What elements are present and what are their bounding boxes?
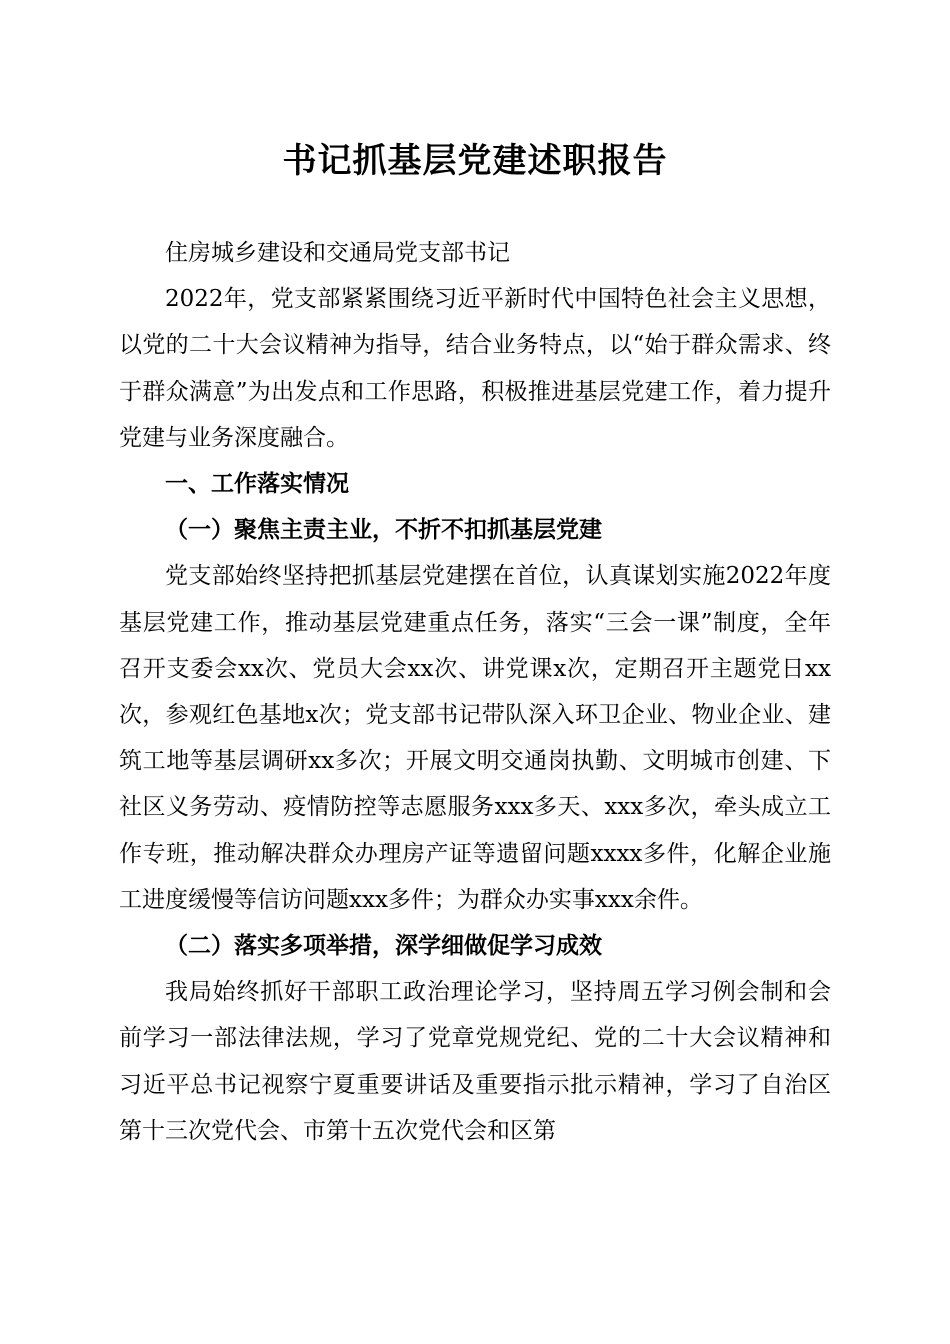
- document-title: 书记抓基层党建述职报告: [282, 141, 668, 181]
- subsection-heading-2: （二）落实多项举措，深学细做促学习成效: [165, 932, 602, 960]
- document-body: [119, 230, 831, 1154]
- subsection-heading-1: （一）聚焦主责主业，不折不扣抓基层党建: [165, 516, 602, 544]
- subsection-2-paragraph: 我局始终抓好干部职工政治理论学习，坚持周五学习例会制和会前学习一部法律法规，学习了党章党规党纪、党的二十大会议精神和习近平总书记视察宁夏重要讲话及重要指示批示精神，学习了自治区第十三次党代会、市第十五次党代会和区第: [119, 979, 831, 1144]
- author-line: 住房城乡建设和交通局党支部书记: [165, 240, 510, 266]
- subsection-1-paragraph: 党支部始终坚持把抓基层党建摆在首位，认真谋划实施2022年度基层党建工作，推动基层党建重点任务，落实“三会一课”制度，全年召开支委会xx次、党员大会xx次、讲党课x次，定期召开主题党日xx次，参观红色基地x次；党支部书记带队深入环卫企业、物业企业、建筑工地等基层调研xx多次；开展文明交通岗执勤、文明城市创建、下社区义务劳动、疫情防控等志愿服务xxx多天、xxx多次，牵头成立工作专班，推动解决群众办理房产证等遗留问题xxxx多件，化解企业施工进度缓慢等信访问题xxx多件；为群众办实事xxx余件。: [119, 563, 831, 913]
- section-heading: 一、工作落实情况: [165, 471, 349, 498]
- intro-paragraph: 2022年，党支部紧紧围绕习近平新时代中国特色社会主义思想，以党的二十大会议精神为指导，结合业务特点，以“始于群众需求、终于群众满意”为出发点和工作思路，积极推进基层党建工作，着力提升党建与业务深度融合。: [119, 286, 831, 451]
